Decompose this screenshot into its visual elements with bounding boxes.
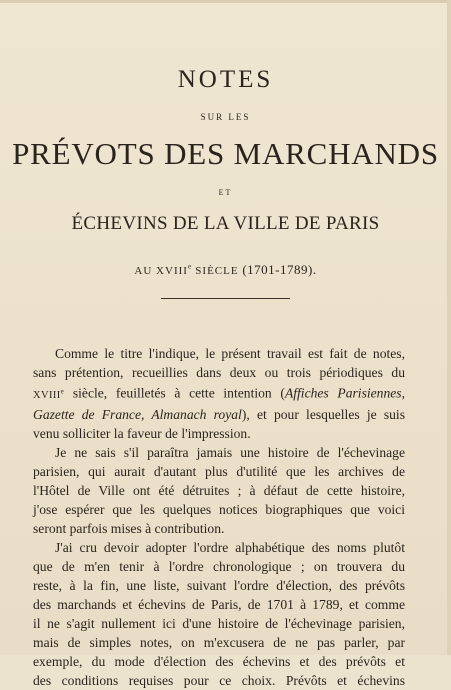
body-line: sans prétention, recueillies dans deux ou trois périodiques du — [33, 365, 405, 380]
heading-notes: NOTES — [177, 66, 274, 93]
body-line: des marchands et échevins de Paris, de 1701 à 1789, et comme — [33, 596, 405, 612]
body-line: que de m'en tenir à l'ordre chronologique ; on trouvera du — [33, 558, 405, 574]
century-sup: e — [187, 262, 192, 271]
body-line: l'Hôtel de Ville ont été détruites ; à défaut de cette histoire, — [33, 482, 405, 498]
century-inline — [33, 387, 65, 401]
century-inline-sup: e — [60, 387, 65, 395]
line-text: ), et pour lesquelles je suis — [241, 406, 405, 422]
body-line: seront parfois mises à contribution. — [33, 520, 225, 536]
heading-prevots: PRÉVOTS DES MARCHANDS — [12, 136, 439, 171]
body-line: parisien, qui aurait d'autant plus d'utilité que les archives de — [33, 463, 405, 479]
body-line — [33, 382, 405, 405]
body-line: reste, à la fin, une liste, suivant l'ordre d'élection, des prévôts — [33, 577, 405, 593]
italic-title: Affiches Parisiennes, — [284, 385, 405, 401]
body-line: j'ose espérer que les quelques notices biographiques que voici — [33, 501, 405, 517]
body-line: Je ne sais s'il paraîtra jamais une histoire de l'échevinage — [55, 444, 405, 460]
body-line: exemple, du mode d'élection des échevins et des prévôts et — [33, 653, 405, 669]
heading-century — [0, 262, 451, 278]
century-prefix: AU XVIII — [134, 265, 188, 277]
century-word: SIÈCLE — [191, 265, 239, 277]
body-line: mais de simples notes, on m'excusera de ne pas parler, par — [33, 634, 405, 650]
title-divider — [161, 298, 290, 299]
body-line: des conditions requises pour ce choix. Prévôts et échevins — [33, 672, 405, 688]
heading-et: ET — [218, 188, 233, 197]
body-line: il ne s'agit nullement ici d'une histoire de l'échevinage parisien, — [33, 615, 405, 631]
body-line: J'ai cru devoir adopter l'ordre alphabétique des noms plutôt — [55, 539, 405, 555]
page-edge-right — [447, 0, 451, 655]
line-text: siècle, feuilletés à cette intention ( — [64, 385, 285, 401]
body-line: Comme le titre l'indique, le présent travail est fait de notes, — [55, 346, 405, 361]
body-paragraphs — [33, 344, 405, 690]
body-line — [33, 405, 405, 424]
italic-title: Gazette de France, Almanach royal — [33, 406, 242, 422]
heading-sur-les: SUR LES — [200, 112, 251, 122]
century-inline-prefix: XVIII — [33, 389, 61, 401]
heading-echevins: ÉCHEVINS DE LA VILLE DE PARIS — [71, 213, 380, 234]
body-line: venu solliciter la faveur de l'impression. — [33, 425, 251, 441]
century-years: (1701-1789). — [242, 262, 317, 277]
page-edge-top — [0, 0, 451, 3]
